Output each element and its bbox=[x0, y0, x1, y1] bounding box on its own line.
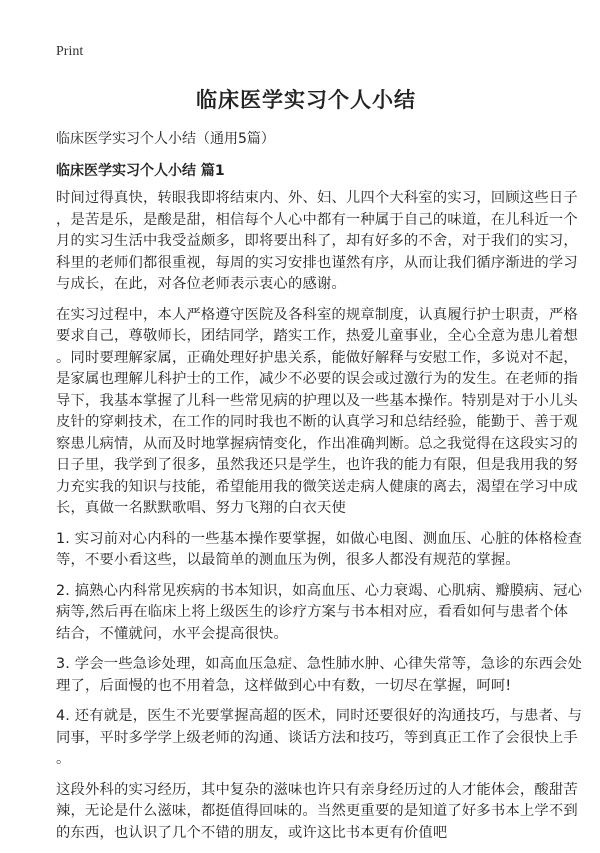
print-link[interactable]: Print bbox=[56, 44, 84, 59]
paragraph bbox=[56, 706, 583, 771]
paragraph-line: 是家属也理解儿科护士的工作，减少不必要的误会或过激行为的发生。在老师的指 bbox=[56, 371, 578, 387]
paragraph-line: 力充实我的知识与技能，希望能用我的微笑送走病人健康的离去，渴望在学习中成 bbox=[56, 478, 578, 495]
paragraph bbox=[56, 581, 583, 646]
paragraph-line: 3. 学会一些急诊处理，如高血压急症、急性肺水肿、心律失常等，急诊的东西会处 bbox=[56, 656, 583, 672]
paragraph-line: 月的实习生活中我受益颇多，即将要出科了，却有好多的不舍，对于我们的实习， bbox=[56, 233, 578, 249]
paragraph-line: 辣，无论是什么滋味，都挺值得回味的。当然更重要的是知道了好多书本上学不到 bbox=[56, 803, 578, 819]
paragraph-line: 。 bbox=[56, 751, 71, 767]
paragraph-line: 导下，我基本掌握了儿科一些常见病的护理以及一些基本操作。特别是对于小儿头 bbox=[56, 392, 578, 409]
paragraph-line: 病等,然后再在临床上将上级医生的诊疗方案与书本相对应，看看如何与患者个体 bbox=[56, 604, 569, 620]
paragraph-line: 要求自己，尊敬师长，团结同学，踏实工作，热爱儿童事业，全心全意为患儿着想 bbox=[56, 328, 578, 344]
paragraph-line: 长，真做一名默默歌唱、努力飞翔的白衣天使 bbox=[56, 500, 346, 516]
paragraph-line: 在实习过程中，本人严格遵守医院及各科室的规章制度，认真履行护士职责，严格 bbox=[56, 306, 578, 323]
paragraph-line: 察患儿病情，从而及时地掌握病情变化，作出准确判断。总之我觉得在这段实习的 bbox=[56, 435, 578, 452]
paragraph-line: 2. 搞熟心内科常见疾病的书本知识，如高血压、心力衰竭、心肌病、瓣膜病、冠心 bbox=[56, 582, 583, 599]
document-subtitle: 临床医学实习个人小结（通用5篇） bbox=[56, 131, 275, 147]
paragraph-line: 这段外科的实习经历，其中复杂的滋味也许只有亲身经历过的人才能体会，酸甜苦 bbox=[56, 781, 578, 798]
paragraph-line: 日子里，我学到了很多，虽然我还只是学生，也许我的能力有限，但是我用我的努 bbox=[56, 457, 578, 473]
paragraph bbox=[56, 188, 578, 296]
paragraph bbox=[56, 529, 583, 572]
paragraph-line: 等，不要小看这些，以最简单的测血压为例，很多人都没有规范的掌握。 bbox=[56, 552, 520, 568]
paragraph-line: 科里的老师们都很重视，每周的实习安排也谨然有序，从而让我们循序渐进的学习 bbox=[56, 254, 578, 271]
paragraph bbox=[56, 654, 583, 697]
paragraph bbox=[56, 305, 578, 520]
paragraph-line: 4. 还有就是，医生不光要掌握高超的医术，同时还要很好的沟通技巧，与患者、与 bbox=[56, 708, 583, 724]
paragraph bbox=[56, 780, 578, 845]
paragraph-line: 同事，平时多学学上级老师的沟通、谈话方法和技巧，等到真正工作了会很快上手 bbox=[56, 729, 578, 746]
document-page bbox=[56, 44, 583, 853]
paragraph-line: 结合，不懂就问，水平会提高很快。 bbox=[56, 625, 288, 642]
paragraph-line: 皮针的穿刺技术，在工作的同时我也不断的认真学习和总结经验，能勤于、善于观 bbox=[56, 414, 578, 430]
document-title: 临床医学实习个人小结 bbox=[196, 88, 416, 112]
paragraph-line: 1. 实习前对心内科的一些基本操作要掌握，如做心电图、测血压、心脏的体格检查 bbox=[56, 530, 583, 547]
paragraph-line: 理了，后面慢的也不用着急，这样做到心中有数，一切尽在掌握，呵呵! bbox=[56, 677, 512, 694]
paragraph-line: 与成长，在此，对各位老师表示衷心的感谢。 bbox=[56, 276, 346, 292]
section-heading: 临床医学实习个人小结 篇1 bbox=[56, 163, 225, 179]
document-body bbox=[56, 188, 583, 844]
paragraph-line: ，是苦是乐，是酸是甜，相信每个人心中都有一种属于自己的味道，在儿科近一个 bbox=[56, 211, 578, 228]
paragraph-line: 。同时要理解家属，正确处理好护患关系，能做好解释与安慰工作，多说对不起， bbox=[56, 349, 578, 366]
paragraph-line: 的东西，也认识了几个不错的朋友，或许这比书本更有价值吧 bbox=[56, 824, 448, 841]
paragraph-line: 时间过得真快，转眼我即将结束内、外、妇、儿四个大科室的实习，回顾这些日子 bbox=[56, 190, 578, 206]
